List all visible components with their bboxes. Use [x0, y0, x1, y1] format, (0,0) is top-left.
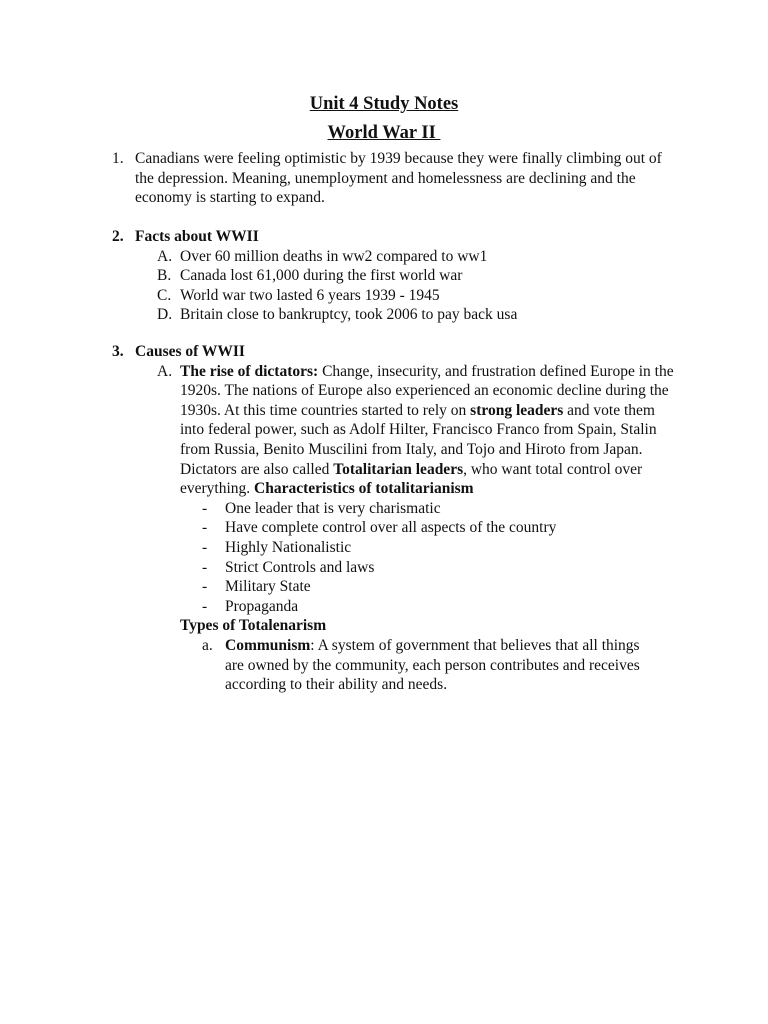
types-heading: Types of Totalenarism — [180, 617, 327, 635]
characteristic-text: Highly Nationalistic — [225, 538, 352, 556]
item-1 — [112, 149, 682, 208]
characteristic-text: One leader that is very charismatic — [225, 499, 441, 517]
dash-marker: - — [202, 597, 208, 615]
fact-marker: D. — [157, 306, 173, 324]
type-a — [180, 636, 657, 695]
fact-item — [112, 247, 682, 267]
document-subtitle: World War II — [327, 123, 441, 143]
characteristic-item — [180, 499, 680, 519]
cause-a — [157, 362, 680, 695]
fact-item — [112, 305, 682, 325]
fact-marker: B. — [157, 267, 172, 285]
fact-text: World war two lasted 6 years 1939 - 1945 — [180, 286, 440, 304]
fact-marker: A. — [157, 247, 173, 265]
item-2-heading: Facts about WWII — [135, 228, 259, 245]
item-2 — [112, 227, 682, 325]
fact-text: Britain close to bankruptcy, took 2006 to pay back usa — [180, 306, 518, 324]
facts-list — [112, 247, 682, 325]
cause-a-text-1: Change, insecurity, and frustration defined Europe in the 1920s. The nations of Europe also experienced an economic decline during the 1930s. At this time countries started to rely on — [180, 362, 674, 419]
document-title: Unit 4 Study Notes — [309, 94, 459, 114]
item-1-text: Canadians were feeling optimistic by 1939 because they were finally climbing out of the depression. Meaning, unemployment and homelessness are declining and the economy is starting to expand. — [135, 150, 662, 207]
characteristic-item — [180, 558, 680, 578]
type-a-text: : A system of government that believes that all things are owned by the community, each person contributes and receives according to their ability and needs. — [225, 636, 640, 694]
dash-marker: - — [202, 578, 208, 596]
fact-marker: C. — [157, 286, 172, 304]
fact-text: Over 60 million deaths in ww2 compared to ww1 — [180, 247, 488, 265]
cause-a-text-2: and vote them into federal power, such as Adolf Hilter, Francisco Franco from Spain, Stalin from Russia, Benito Muscilini from Italy, and Tojo and Hiroto from Japan. Dictators are also called — [180, 401, 657, 478]
item-3 — [112, 342, 682, 695]
characteristic-text: Military State — [225, 578, 311, 596]
cause-a-bold-3: Characteristics of totalitarianism — [254, 480, 474, 498]
cause-a-paragraph — [180, 362, 680, 499]
item-3-number: 3. — [112, 343, 124, 360]
cause-a-label: The rise of dictators: — [180, 362, 319, 380]
characteristic-text: Strict Controls and laws — [225, 558, 375, 576]
item-3-heading: Causes of WWII — [135, 343, 245, 360]
characteristic-item — [180, 538, 680, 558]
dash-marker: - — [202, 519, 208, 537]
item-2-number: 2. — [112, 228, 124, 245]
cause-a-text-3: , who want total control over everything. — [180, 460, 643, 498]
type-a-label: Communism — [225, 636, 311, 654]
characteristic-text: Have complete control over all aspects of the country — [225, 519, 557, 537]
characteristics-list — [180, 499, 680, 617]
characteristic-text: Propaganda — [225, 597, 299, 615]
cause-a-bold-2: Totalitarian leaders — [333, 460, 464, 478]
dash-marker: - — [202, 538, 208, 556]
characteristic-item — [180, 597, 680, 617]
cause-a-bold-1: strong leaders — [470, 401, 564, 419]
fact-item — [112, 286, 682, 306]
item-1-number: 1. — [112, 150, 124, 167]
cause-a-marker: A. — [157, 362, 173, 380]
characteristic-item — [180, 518, 680, 538]
fact-text: Canada lost 61,000 during the first world war — [180, 267, 463, 285]
dash-marker: - — [202, 558, 208, 576]
fact-item — [112, 266, 682, 286]
type-a-marker: a. — [202, 636, 213, 654]
type-a-paragraph — [225, 636, 657, 695]
dash-marker: - — [202, 499, 208, 517]
characteristic-item — [180, 577, 680, 597]
